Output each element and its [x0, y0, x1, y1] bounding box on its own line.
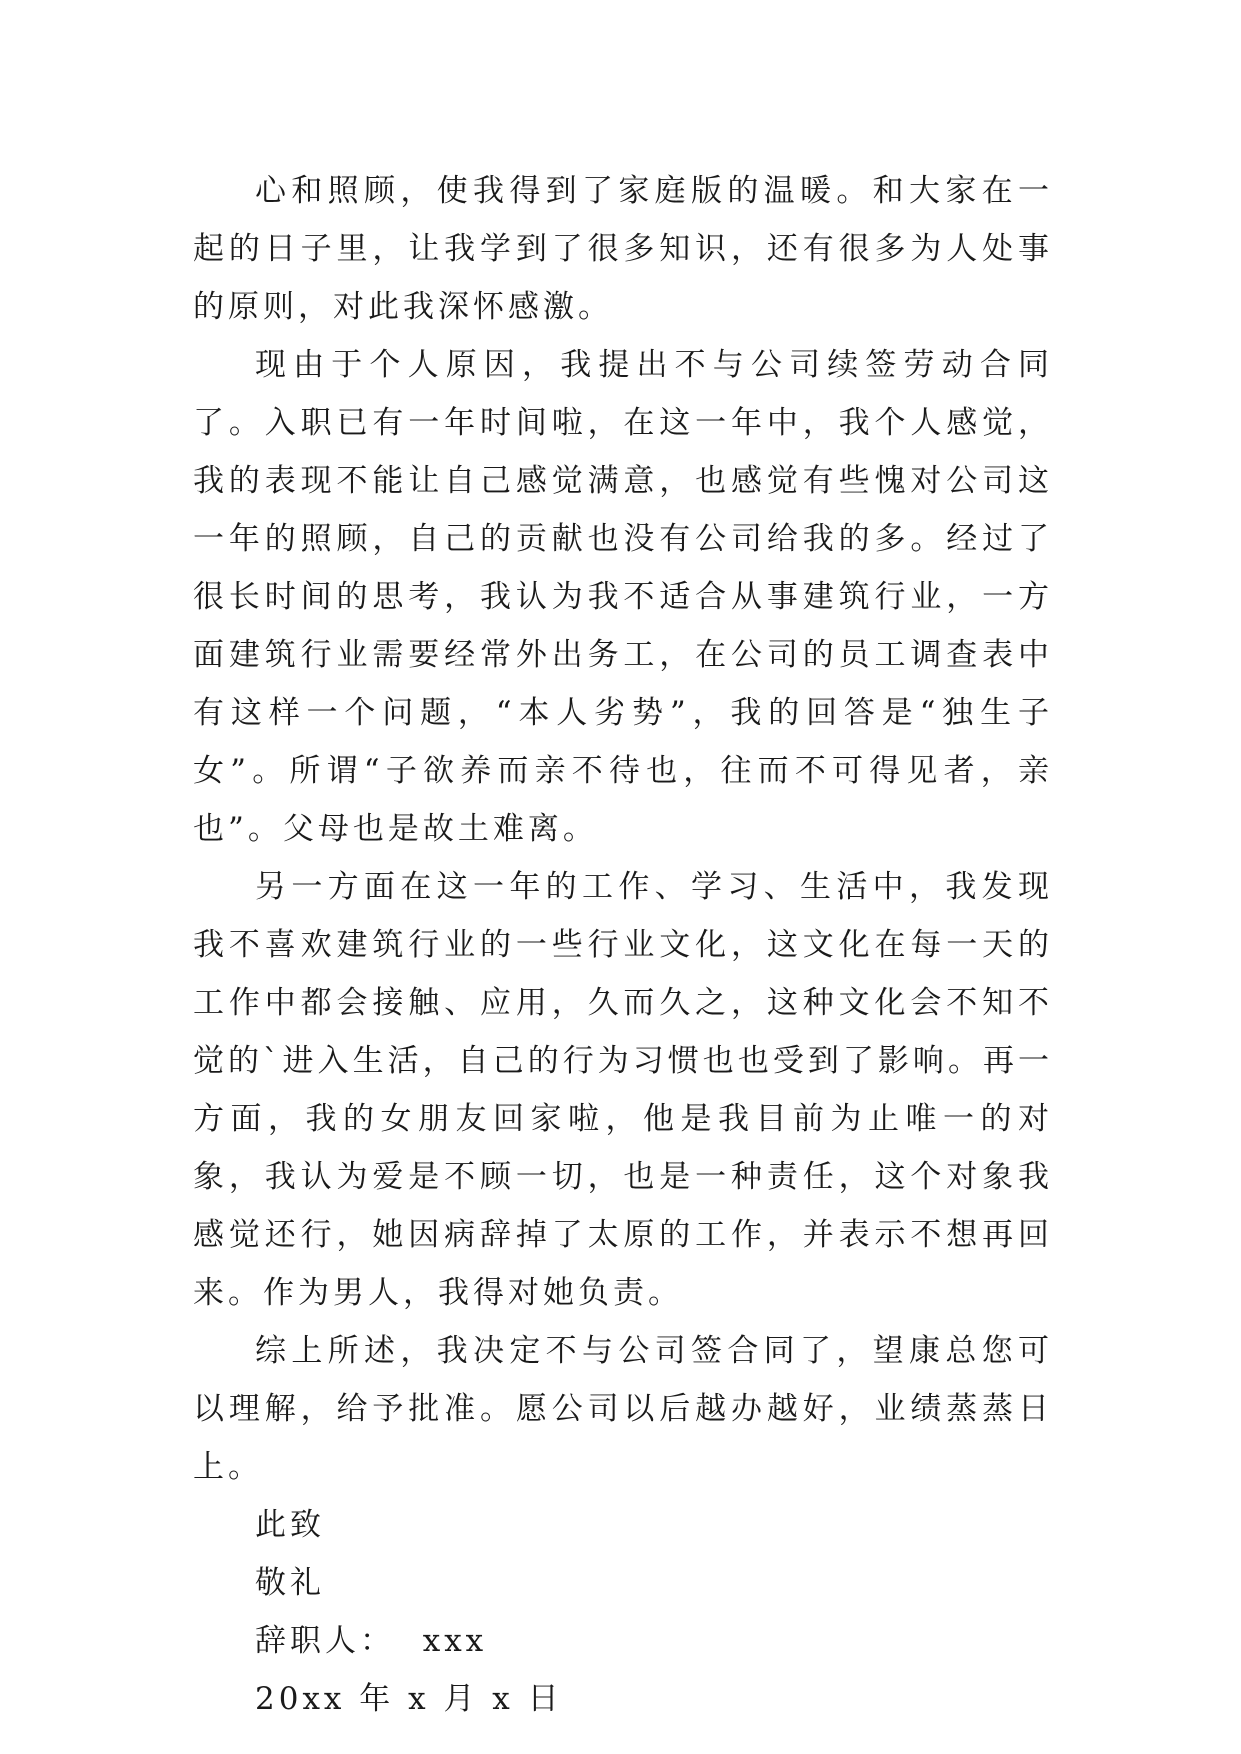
- paragraph-reason: 现由于个人原因，我提出不与公司续签劳动合同了。入职已有一年时间啦，在这一年中，我个人感觉，我的表现不能让自己感觉满意，也感觉有些愧对公司这一年的照顾，自己的贡献也没有公司给我的多。经过了很长时间的思考，我认为我不适合从事建筑行业，一方面建筑行业需要经常外出务工，在公司的员工调查表中有这样一个问题，“本人劣势”，我的回答是“独生子女”。所谓“子欲养而亲不待也，往而不可得见者，亲也”。父母也是故土难离。: [193, 347, 1053, 847]
- paragraph-conclusion: 综上所述，我决定不与公司签合同了，望康总您可以理解，给予批准。愿公司以后越办越好，业绩蒸蒸日上。: [193, 1333, 1053, 1485]
- letter-body: [193, 162, 1053, 1728]
- paragraph-gratitude: 心和照顾，使我得到了家庭版的温暖。和大家在一起的日子里，让我学到了很多知识，还有很多为人处事的原则，对此我深怀感激。: [193, 173, 1053, 325]
- date-line: 20xx 年 x 月 x 日: [255, 1681, 563, 1717]
- paragraph-culture: 另一方面在这一年的工作、学习、生活中，我发现我不喜欢建筑行业的一些行业文化，这文化在每一天的工作中都会接触、应用，久而久之，这种文化会不知不觉的`进入生活，自己的行为习惯也也受到了影响。再一方面，我的女朋友回家啦，他是我目前为止唯一的对象，我认为爱是不顾一切，也是一种责任，这个对象我感觉还行，她因病辞掉了太原的工作，并表示不想再回来。作为男人，我得对她负责。: [193, 869, 1053, 1311]
- closing-salutation: 此致: [255, 1507, 325, 1543]
- signer-line: 辞职人： xxx: [255, 1623, 488, 1659]
- closing-regards: 敬礼: [255, 1565, 325, 1601]
